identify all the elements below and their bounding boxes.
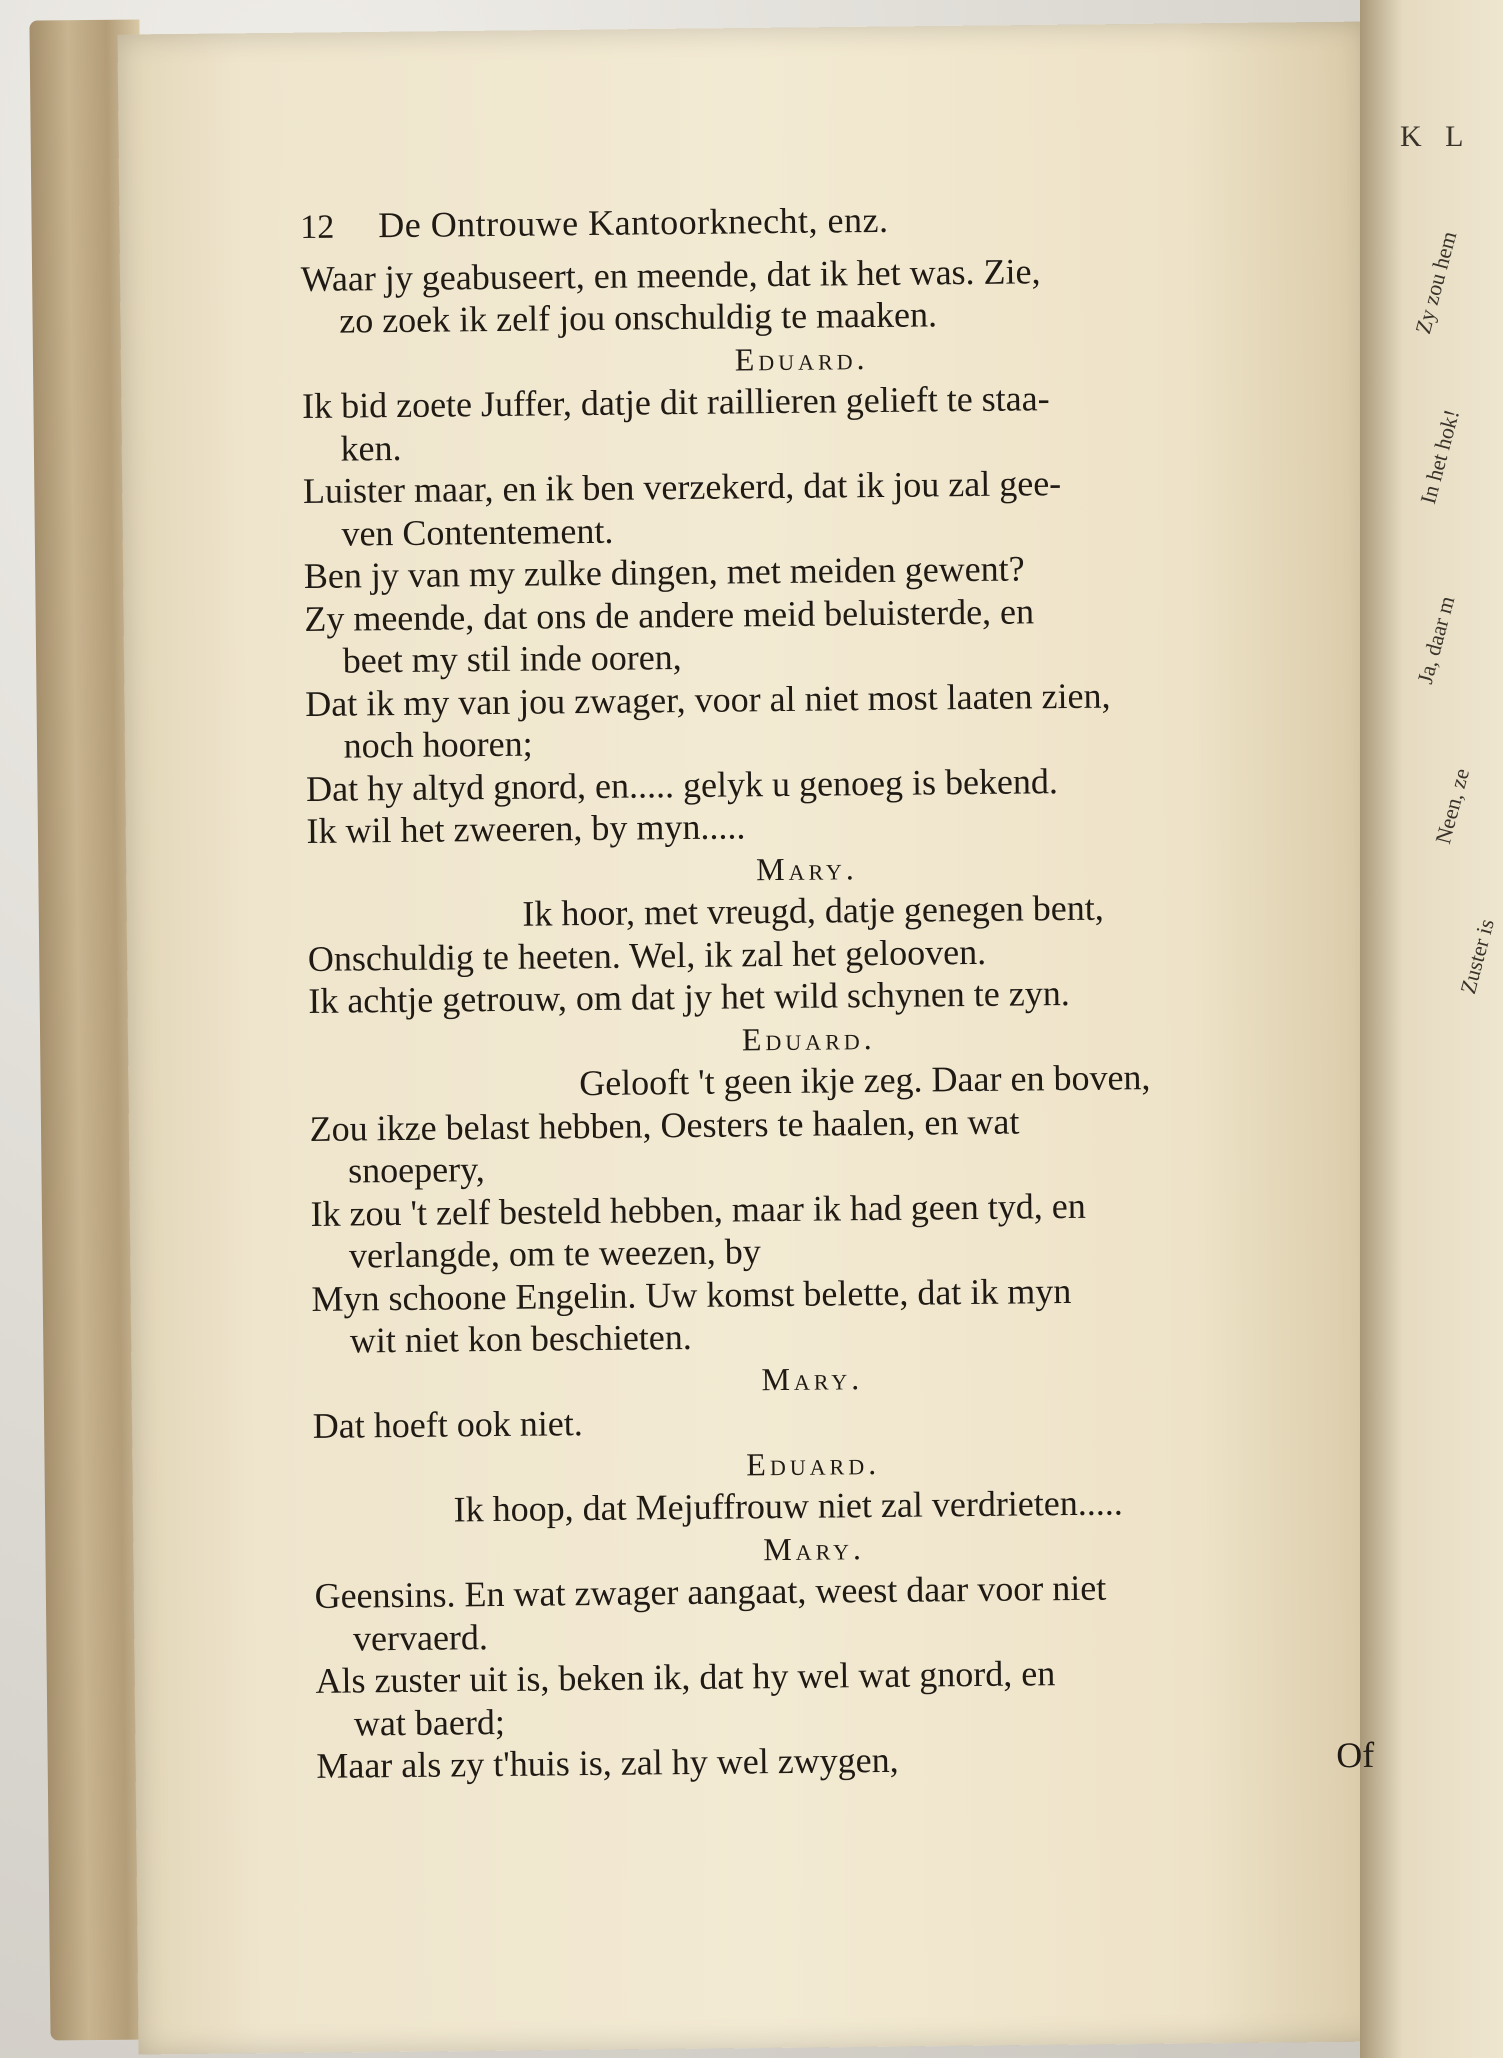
verse-continuation: noch hooren; (343, 723, 533, 766)
running-title: De Ontrouwe Kantoorknecht, enz. (378, 199, 889, 246)
facing-fragment: K L (1400, 120, 1472, 153)
facing-fragment: Ja, daar m (1412, 593, 1460, 687)
page-number: 12 (300, 208, 335, 246)
verse-line: Onschuldig te heeten. Wel, ik zal het gelooven. (307, 931, 987, 979)
verse-continuation: zo zoek ik zelf jou onschuldig te maaken. (339, 294, 938, 341)
facing-fragment: Neen, ze (1430, 765, 1475, 847)
speaker-name: Eduard. (746, 1444, 881, 1482)
verse-line: Dat hy altyd gnord, en..... gelyk u genoeg is bekend. (305, 760, 1059, 809)
verse-line: Zou ikze belast hebben, Oesters te haalen, en wat (309, 1101, 1020, 1149)
verse-continuation: ken. (340, 427, 402, 469)
verse-line: Geensins. En wat zwager aangaat, weest daar voor niet (314, 1567, 1107, 1616)
text-lines (301, 246, 1397, 1787)
page-text (300, 194, 1397, 1788)
verse-continuation: ven Contentement. (341, 510, 614, 554)
verse-continuation: vervaerd. (352, 1616, 489, 1659)
verse-continuation: wit niet kon beschieten. (349, 1316, 693, 1361)
verse-line: Myn schoone Engelin. Uw komst belette, dat ik myn (311, 1270, 1072, 1319)
speaker-name: Mary. (763, 1529, 866, 1567)
speaker-name: Mary. (761, 1359, 864, 1397)
verse-line: Waar jy geabuseert, en meende, dat ik het was. Zie, (300, 250, 1041, 299)
verse-line: Dat ik my van jou zwager, voor al niet most laaten zien, (305, 675, 1111, 724)
facing-fragment: Zy zou hem (1410, 228, 1462, 337)
verse-line: Ik bid zoete Juffer, datje dit raillieren gelieft te staa- (301, 378, 1050, 426)
verse-line: Ik wil het zweeren, by myn..... (306, 806, 746, 851)
verse-line: Ik hoop, dat Mejuffrouw niet zal verdrieten..... (453, 1482, 1123, 1530)
verse-line: Maar als zy t'huis is, zal hy wel zwygen, (316, 1739, 899, 1786)
verse-line: Ik zou 't zelf besteld hebben, maar ik had geen tyd, en (310, 1185, 1086, 1234)
speaker-name: Eduard. (734, 339, 869, 377)
verse-line: Gelooft 't geen ikje zeg. Daar en boven, (579, 1057, 1151, 1104)
verse-continuation: wat baerd; (353, 1701, 506, 1744)
facing-fragment: In het hok! (1415, 406, 1465, 507)
verse-line: Ik hoor, met vreugd, datje genegen bent, (522, 887, 1104, 934)
verse-continuation: snoepery, (347, 1149, 485, 1191)
verse-continuation: verlangde, om te weezen, by (348, 1231, 762, 1276)
verse-line: Ik achtje getrouw, om dat jy het wild schynen te zyn. (308, 972, 1070, 1021)
speaker-name: Eduard. (741, 1019, 876, 1057)
verse-continuation: beet my stil inde ooren, (342, 637, 682, 681)
speaker-name: Mary. (755, 849, 859, 887)
verse-line: Als zuster uit is, beken ik, dat hy wel wat gnord, en (315, 1653, 1056, 1701)
verse-line: Ben jy van my zulke dingen, met meiden gewent? (303, 548, 1025, 596)
catchword: Of (1336, 1734, 1375, 1776)
verse-line: Luister maar, en ik ben verzekerd, dat ik jou zal gee- (302, 463, 1062, 511)
verse-line: Zy meende, dat ons de andere meid beluisterde, en (304, 590, 1035, 639)
facing-fragment: Zuster is (1455, 916, 1499, 997)
verse-line: Dat hoeft ook niet. (312, 1403, 583, 1446)
